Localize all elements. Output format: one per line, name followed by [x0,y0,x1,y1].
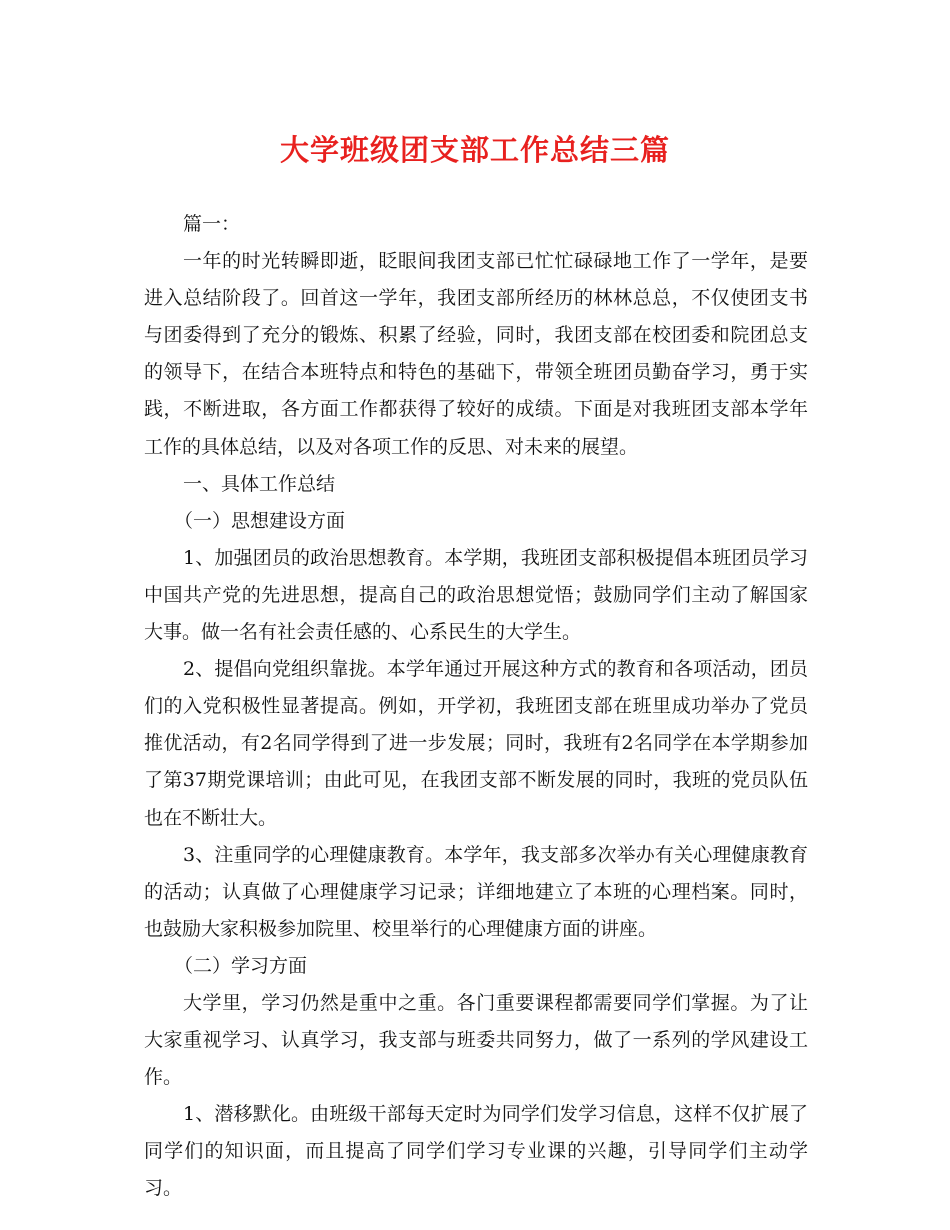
paragraph-item-3-mental-health: 3、注重同学的心理健康教育。本学年，我支部多次举办有关心理健康教育的活动；认真做了心理健康学习记录；详细地建立了本班的心理档案。同时，也鼓励大家积极参加院里、校里举行的心理健康方面的讲座。 [144,843,808,940]
section-heading-work-summary: 一、具体工作总结 [183,472,336,495]
subsection-heading-ideology: （一）思想建设方面 [174,509,346,532]
paragraph-study-intro: 大学里，学习仍然是重中之重。各门重要课程都需要同学们掌握。为了让大家重视学习、认真学习，我支部与班委共同努力，做了一系列的学风建设工作。 [144,991,808,1089]
paragraph-item-2-party: 2、提倡向党组织靠拢。本学年通过开展这种方式的教育和各项活动，团员们的入党积极性显著提高。例如，开学初，我班团支部在班里成功举办了党员推优活动，有2名同学得到了进一步发展；同时，我班有2名同学在本学期参加了第37期党课培训；由此可见，在我团支部不断发展的同时，我班的党员队伍也在不断壮大。 [144,658,808,829]
paragraph-study-item-1: 1、潜移默化。由班级干部每天定时为同学们发学习信息，这样不仅扩展了同学们的知识面，而且提高了同学们学习专业课的兴趣，引导同学们主动学习。 [144,1103,808,1200]
paragraph-item-1-political: 1、加强团员的政治思想教育。本学期，我班团支部积极提倡本班团员学习中国共产党的先进思想，提高自己的政治思想觉悟；鼓励同学们主动了解国家大事。做一名有社会责任感的、心系民生的大学生。 [144,546,808,644]
subsection-heading-study: （二）学习方面 [174,954,308,977]
document-title: 大学班级团支部工作总结三篇 [279,133,670,167]
paragraph-intro: 一年的时光转瞬即逝，眨眼间我团支部已忙忙碌碌地工作了一学年，是要进入总结阶段了。回首这一学年，我团支部所经历的林林总总，不仅使团支书与团委得到了充分的锻炼、积累了经验，同时，我团支部在校团委和院团总支的领导下，在结合本班特点和特色的基础下，带领全班团员勤奋学习，勇于实践，不断进取，各方面工作都获得了较好的成绩。下面是对我班团支部本学年工作的具体总结，以及对各项工作的反思、对未来的展望。 [144,250,808,458]
document-body [144,206,808,1208]
paragraph-part-one-heading: 篇一： [183,213,241,235]
